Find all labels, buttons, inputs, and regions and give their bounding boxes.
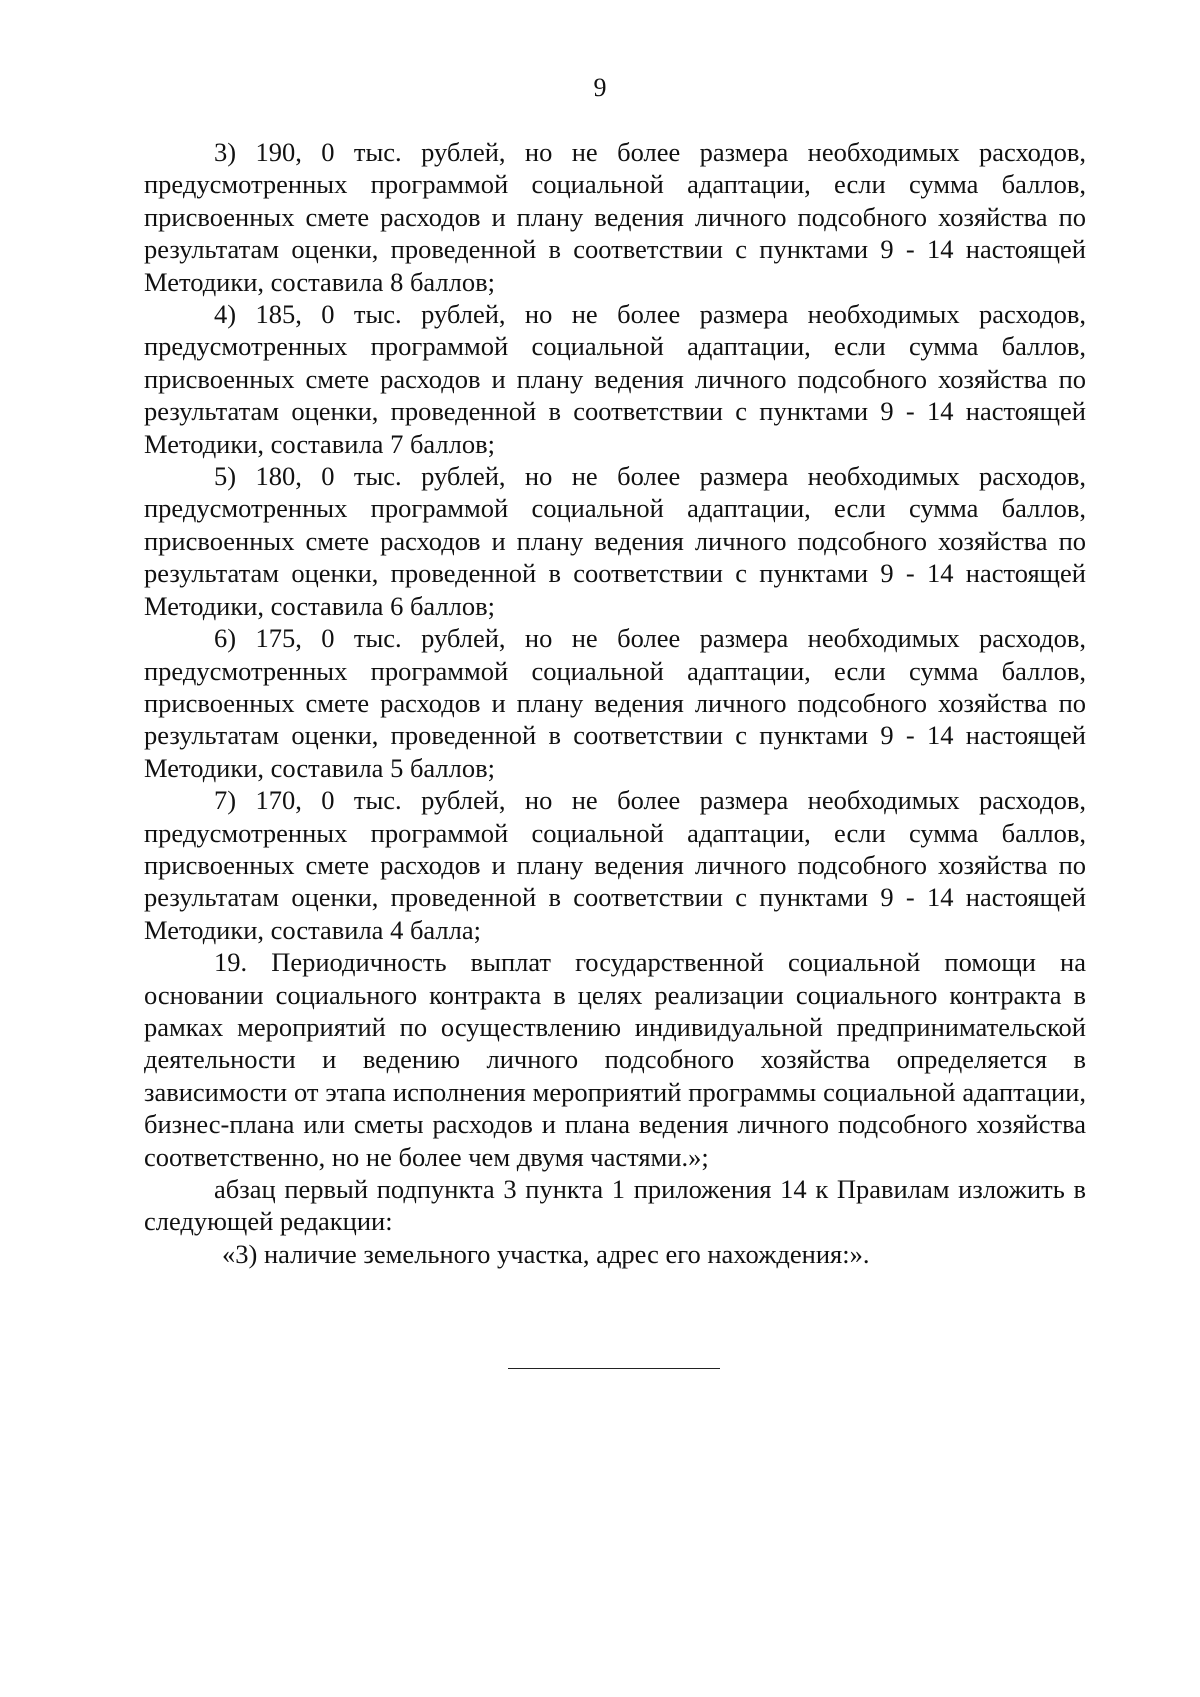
paragraph-item-7: 7) 170, 0 тыс. рублей, но не более размера необходимых расходов, предусмотренных программой социальной адаптации, если сумма баллов, присвоенных смете расходов и плану ведения личного подсобного хозяйства по результатам оценки, проведенной в соответствии с пунктами 9 - 14 настоящей Методики, составила 4 балла; [144, 785, 1086, 945]
paragraph-item-5: 5) 180, 0 тыс. рублей, но не более размера необходимых расходов, предусмотренных программой социальной адаптации, если сумма баллов, присвоенных смете расходов и плану ведения личного подсобного хозяйства по результатам оценки, проведенной в соответствии с пунктами 9 - 14 настоящей Методики, составила 6 баллов; [144, 461, 1086, 621]
paragraph-amendment-text: «3) наличие земельного участка, адрес его нахождения:». [222, 1238, 870, 1269]
page-number: 9 [593, 73, 607, 102]
end-divider [508, 1368, 720, 1369]
paragraph-item-3: 3) 190, 0 тыс. рублей, но не более размера необходимых расходов, предусмотренных программой социальной адаптации, если сумма баллов, присвоенных смете расходов и плану ведения личного подсобного хозяйства по результатам оценки, проведенной в соответствии с пунктами 9 - 14 настоящей Методики, составила 8 баллов; [144, 137, 1086, 297]
paragraph-item-6: 6) 175, 0 тыс. рублей, но не более размера необходимых расходов, предусмотренных программой социальной адаптации, если сумма баллов, присвоенных смете расходов и плану ведения личного подсобного хозяйства по результатам оценки, проведенной в соответствии с пунктами 9 - 14 настоящей Методики, составила 5 баллов; [144, 623, 1086, 783]
document-body [144, 136, 1086, 1270]
paragraph-amendment-instruction: абзац первый подпункта 3 пункта 1 приложения 14 к Правилам изложить в следующей редакции: [144, 1174, 1086, 1237]
paragraph-item-4: 4) 185, 0 тыс. рублей, но не более размера необходимых расходов, предусмотренных программой социальной адаптации, если сумма баллов, присвоенных смете расходов и плану ведения личного подсобного хозяйства по результатам оценки, проведенной в соответствии с пунктами 9 - 14 настоящей Методики, составила 7 баллов; [144, 299, 1086, 459]
paragraph-clause-19: 19. Периодичность выплат государственной социальной помощи на основании социального контракта в целях реализации социального контракта в рамках мероприятий по осуществлению индивидуальной предпринимательской деятельности и ведению личного подсобного хозяйства определяется в зависимости от этапа исполнения мероприятий программы социальной адаптации, бизнес-плана или сметы расходов и плана ведения личного подсобного хозяйства соответственно, но не более чем двумя частями.»; [144, 947, 1086, 1172]
